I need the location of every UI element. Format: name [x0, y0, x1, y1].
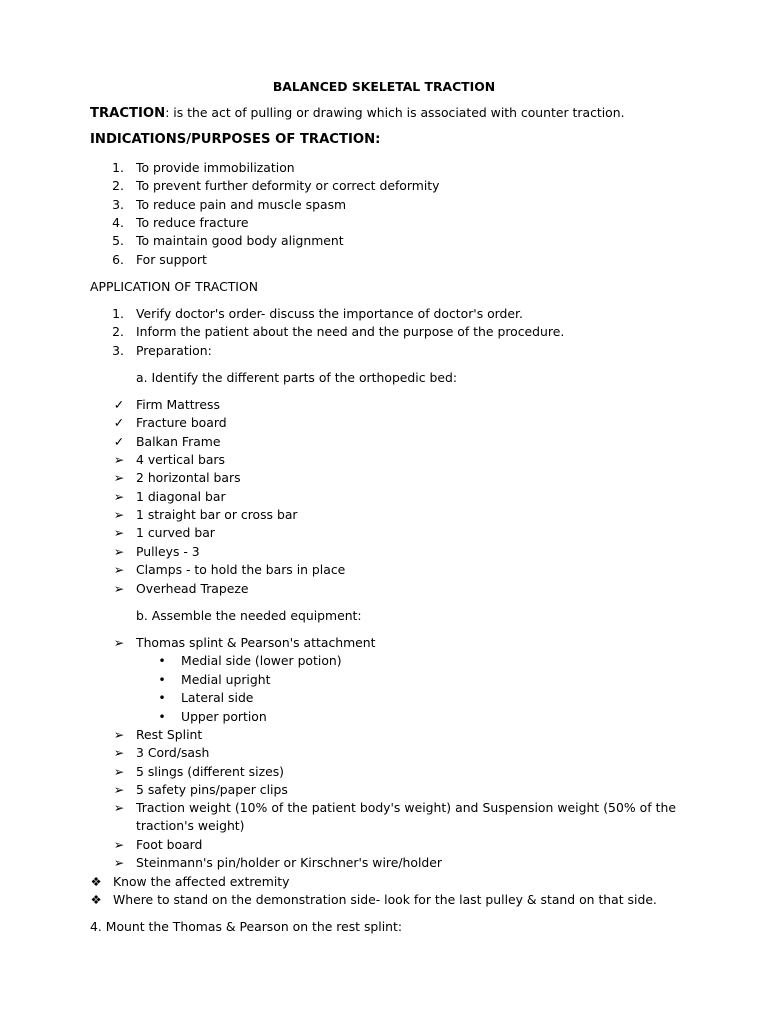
list-number: 1. [112, 160, 124, 175]
bullet-icon: • [158, 672, 166, 687]
list-item: Overhead Trapeze [136, 581, 249, 596]
list-number: 2. [112, 178, 124, 193]
list-number: 2. [112, 324, 124, 339]
list-item: Lateral side [181, 690, 254, 705]
arrow-bullet-icon: ➢ [113, 525, 125, 540]
list-item: Medial upright [181, 672, 271, 687]
list-item: Where to stand on the demonstration side- look for the last pulley & stand on that side. [113, 892, 657, 907]
list-item: 1 diagonal bar [136, 489, 226, 504]
bullet-icon: • [158, 709, 166, 724]
list-item: 5 safety pins/paper clips [136, 782, 288, 797]
arrow-bullet-icon: ➢ [113, 452, 125, 467]
arrow-bullet-icon: ➢ [113, 837, 125, 852]
list-item: 5 slings (different sizes) [136, 764, 284, 779]
arrow-bullet-icon: ➢ [113, 745, 125, 760]
list-item: Fracture board [136, 415, 227, 430]
list-number: 3. [112, 197, 124, 212]
list-item: 1 straight bar or cross bar [136, 507, 298, 522]
arrow-bullet-icon: ➢ [113, 782, 125, 797]
list-item: Balkan Frame [136, 434, 221, 449]
list-number: 6. [112, 252, 124, 267]
list-number: 4. [112, 215, 124, 230]
list-item: To maintain good body alignment [136, 233, 344, 248]
list-item: Upper portion [181, 709, 267, 724]
arrow-bullet-icon: ➢ [113, 581, 125, 596]
diamond-bullet-icon: ❖ [90, 874, 102, 889]
list-item: Inform the patient about the need and the purpose of the procedure. [136, 324, 565, 339]
check-icon: ✓ [113, 415, 125, 430]
definition-text: : is the act of pulling or drawing which is associated with counter traction. [165, 105, 625, 120]
list-number: 1. [112, 306, 124, 321]
list-item: Pulleys - 3 [136, 544, 200, 559]
list-item: Verify doctor's order- discuss the importance of doctor's order. [136, 306, 523, 321]
application-heading: APPLICATION OF TRACTION [90, 279, 258, 294]
arrow-bullet-icon: ➢ [113, 635, 125, 650]
list-item: Thomas splint & Pearson's attachment [136, 635, 376, 650]
list-number: 5. [112, 233, 124, 248]
bullet-icon: • [158, 653, 166, 668]
list-item: To reduce pain and muscle spasm [136, 197, 347, 212]
list-item: Rest Splint [136, 727, 203, 742]
definition-term: TRACTION [90, 106, 166, 121]
list-item: Preparation: [136, 343, 212, 358]
traction-definition [90, 104, 625, 123]
arrow-bullet-icon: ➢ [113, 544, 125, 559]
indications-heading: INDICATIONS/PURPOSES OF TRACTION: [90, 132, 381, 147]
bullet-icon: • [158, 690, 166, 705]
list-item: Traction weight (10% of the patient body's weight) and Suspension weight (50% of the traction's weight) [136, 800, 676, 833]
check-icon: ✓ [113, 397, 125, 412]
list-item: To reduce fracture [136, 215, 249, 230]
list-item: 2 horizontal bars [136, 470, 241, 485]
list-item: 3 Cord/sash [136, 745, 210, 760]
arrow-bullet-icon: ➢ [113, 489, 125, 504]
list-number: 3. [112, 343, 124, 358]
diamond-bullet-icon: ❖ [90, 892, 102, 907]
list-item: Firm Mattress [136, 397, 220, 412]
arrow-bullet-icon: ➢ [113, 470, 125, 485]
sub-heading-b: b. Assemble the needed equipment: [136, 608, 362, 623]
check-icon: ✓ [113, 434, 125, 449]
list-item: For support [136, 252, 207, 267]
arrow-bullet-icon: ➢ [113, 727, 125, 742]
arrow-bullet-icon: ➢ [113, 507, 125, 522]
sub-heading-a: a. Identify the different parts of the orthopedic bed: [136, 370, 458, 385]
arrow-bullet-icon: ➢ [113, 764, 125, 779]
arrow-bullet-icon: ➢ [113, 800, 125, 815]
step-4: 4. Mount the Thomas & Pearson on the rest splint: [90, 919, 403, 934]
list-item: Steinmann's pin/holder or Kirschner's wire/holder [136, 855, 442, 870]
list-item: Know the affected extremity [113, 874, 290, 889]
document-title: BALANCED SKELETAL TRACTION [272, 79, 496, 94]
list-item: To provide immobilization [136, 160, 295, 175]
arrow-bullet-icon: ➢ [113, 855, 125, 870]
list-item: 4 vertical bars [136, 452, 225, 467]
arrow-bullet-icon: ➢ [113, 562, 125, 577]
list-item: 1 curved bar [136, 525, 215, 540]
list-item: Foot board [136, 837, 203, 852]
list-item: Medial side (lower potion) [181, 653, 342, 668]
list-item: Clamps - to hold the bars in place [136, 562, 346, 577]
list-item: To prevent further deformity or correct deformity [136, 178, 440, 193]
